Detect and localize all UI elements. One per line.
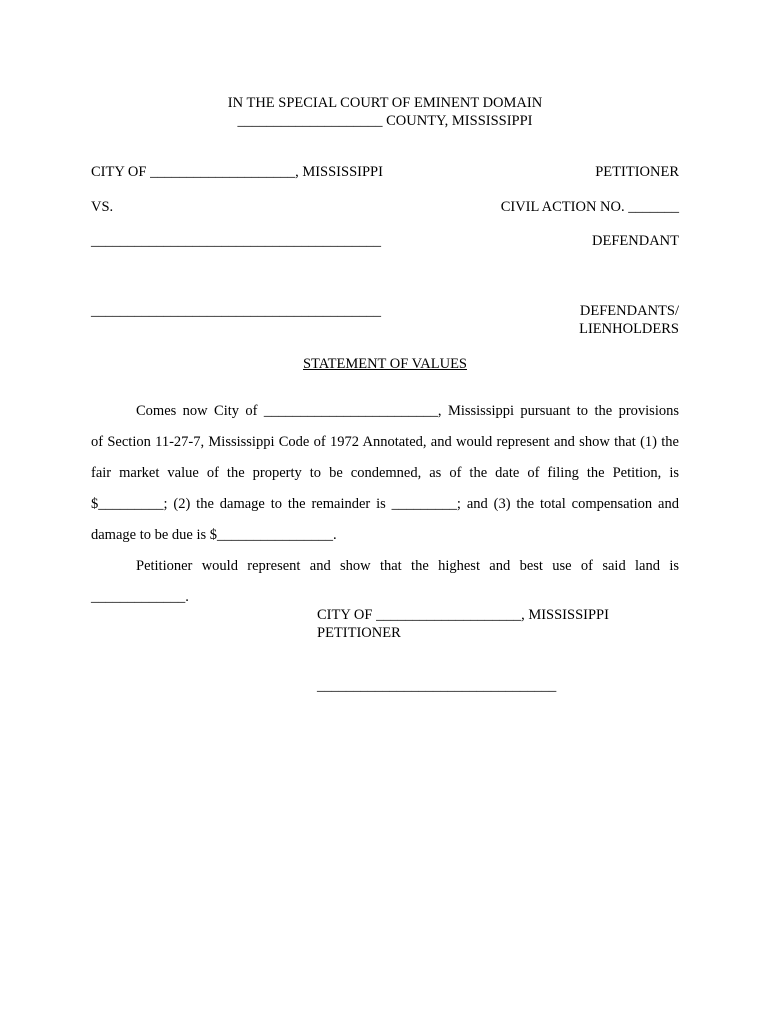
lienholder-name-blank: ________________________________________	[91, 303, 381, 319]
civil-action-number: CIVIL ACTION NO. _______	[500, 199, 679, 215]
petitioner-label: PETITIONER	[595, 164, 679, 180]
defendants-label: DEFENDANTS/	[579, 303, 679, 319]
signature-city-line: CITY OF ____________________, MISSISSIPPI	[317, 607, 609, 623]
document-title: STATEMENT OF VALUES	[302, 356, 467, 372]
statement-paragraph	[91, 396, 679, 613]
highest-best-use-line: Petitioner would represent and show that the highest and best use of said land is	[136, 558, 679, 574]
paragraph-line: Comes now City of ________________________, Mississippi pursuant to the provisions	[136, 403, 679, 419]
signature-role: PETITIONER	[317, 625, 401, 641]
paragraph-line: damage to be due is $________________.	[91, 527, 337, 543]
paragraph-line: $_________; (2) the damage to the remainder is _________; and (3) the total compensation and	[91, 496, 679, 512]
paragraph-line: of Section 11-27-7, Mississippi Code of 1972 Annotated, and would represent and show that (1) the	[91, 434, 679, 450]
county-heading: ____________________ COUNTY, MISSISSIPPI	[237, 113, 533, 129]
lienholders-label: LIENHOLDERS	[579, 321, 679, 337]
paragraph-line: fair market value of the property to be condemned, as of the date of filing the Petition, is	[91, 465, 679, 481]
city-petitioner-line: CITY OF ____________________, MISSISSIPPI	[91, 164, 383, 180]
defendant-name-blank: ________________________________________	[91, 233, 381, 249]
highest-best-use-blank: _____________.	[91, 589, 189, 605]
signature-line: _________________________________	[317, 678, 557, 694]
versus-label: VS.	[91, 199, 114, 215]
court-heading: IN THE SPECIAL COURT OF EMINENT DOMAIN	[227, 95, 543, 111]
defendant-label: DEFENDANT	[592, 233, 679, 249]
